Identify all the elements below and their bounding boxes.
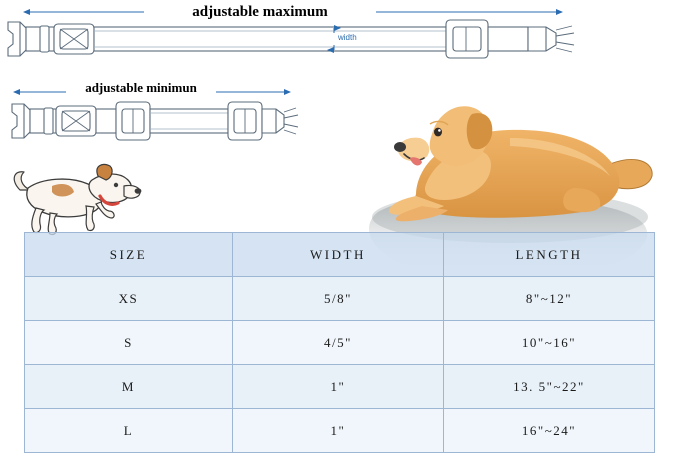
running-dog-illustration <box>8 160 143 238</box>
label-adjustable-minimum: adjustable minimun <box>85 80 197 95</box>
cell-size: M <box>25 365 233 409</box>
cell-length: 8"~12" <box>443 277 654 321</box>
table-row <box>25 321 655 365</box>
label-adjustable-maximum: adjustable maximum <box>192 4 328 20</box>
column-header-width: WIDTH <box>232 233 443 277</box>
column-header-length: LENGTH <box>443 233 654 277</box>
cell-size: XS <box>25 277 233 321</box>
cell-size: L <box>25 409 233 453</box>
size-table <box>24 232 655 453</box>
cell-length: 13. 5"~22" <box>443 365 654 409</box>
table-row <box>25 365 655 409</box>
cell-length: 10"~16" <box>443 321 654 365</box>
column-header-size: SIZE <box>25 233 233 277</box>
collar-max-graphic <box>8 20 574 58</box>
cell-width: 5/8" <box>232 277 443 321</box>
cell-length: 16"~24" <box>443 409 654 453</box>
collar-min-graphic <box>12 102 298 140</box>
cell-width: 1" <box>232 409 443 453</box>
cell-size: S <box>25 321 233 365</box>
table-row <box>25 409 655 453</box>
cell-width: 1" <box>232 365 443 409</box>
table-header-row <box>25 233 655 277</box>
table-row <box>25 277 655 321</box>
label-width: width <box>338 33 357 42</box>
cell-width: 4/5" <box>232 321 443 365</box>
